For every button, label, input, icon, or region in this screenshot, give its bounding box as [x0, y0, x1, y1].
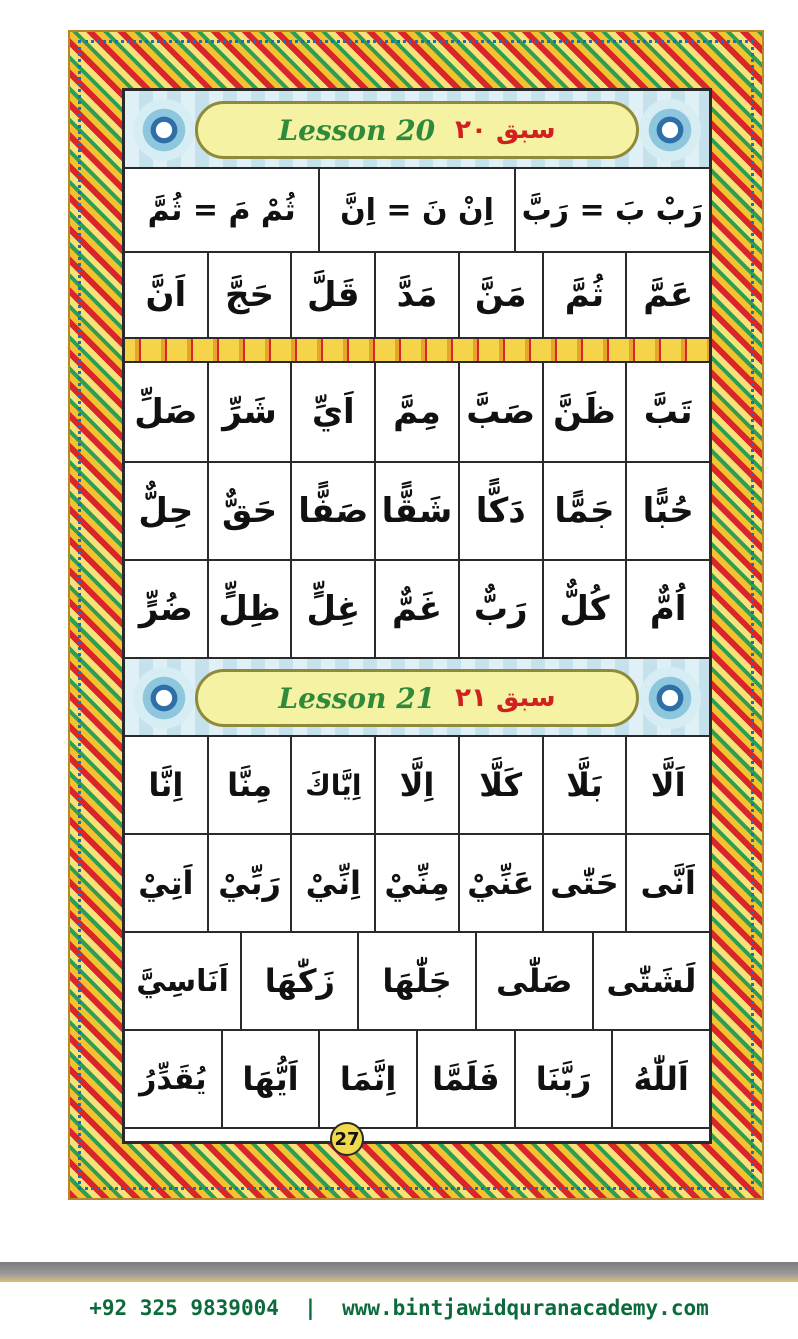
word-cell: اَنَّ — [125, 253, 207, 339]
word-cell: كُلٌّ — [542, 561, 626, 659]
word-cell: كَلَّا — [458, 737, 542, 835]
word-cell: رَبَّنَا — [514, 1031, 612, 1129]
scan-edge-strip — [0, 1262, 798, 1282]
floral-ornament-icon — [133, 667, 195, 729]
word-cell: حُبًّا — [625, 463, 709, 561]
word-cell: صَفًّا — [290, 463, 374, 561]
word-cell: اَنَّى — [625, 835, 709, 933]
word-cell: حِلٌّ — [125, 463, 207, 561]
word-cell: قَلَّ — [290, 253, 374, 339]
word-cell: صَبَّ — [458, 363, 542, 463]
word-cell: غِلٍّ — [290, 561, 374, 659]
word-cell: زَكّٰهَا — [240, 933, 357, 1031]
word-cell: جَمًّا — [542, 463, 626, 561]
lesson-21-title-en: Lesson 21 — [278, 681, 436, 715]
word-cell: ضُرٍّ — [125, 561, 207, 659]
rule-cell: اِنْ نَ = اِنَّ — [318, 169, 513, 253]
word-cell: حَقٌّ — [207, 463, 291, 561]
word-cell: شَقًّا — [374, 463, 458, 561]
lesson-20-word-row-3 — [125, 463, 709, 561]
word-cell: اُمٌّ — [625, 561, 709, 659]
lesson-20-header — [125, 91, 709, 169]
word-cell: اَيُّهَا — [221, 1031, 319, 1129]
floral-ornament-icon — [639, 99, 701, 161]
word-cell: شَرِّ — [207, 363, 291, 463]
word-cell: اِنَّا — [125, 737, 207, 835]
word-cell: تَبَّ — [625, 363, 709, 463]
floral-ornament-icon — [133, 99, 195, 161]
lesson-20-title-pill — [195, 101, 639, 159]
word-cell: صَلِّ — [125, 363, 207, 463]
word-cell: صَلّٰى — [475, 933, 592, 1031]
word-cell: اَيِّ — [290, 363, 374, 463]
rule-cell: ثُمْ مَ = ثُمَّ — [125, 169, 318, 253]
word-cell: جَلّٰهَا — [357, 933, 474, 1031]
word-cell: رَبِّيْ — [207, 835, 291, 933]
lesson-21-header — [125, 659, 709, 737]
word-cell: مِنِّيْ — [374, 835, 458, 933]
ornamental-border — [68, 30, 764, 1200]
floral-ornament-icon — [639, 667, 701, 729]
word-cell: اَتِيْ — [125, 835, 207, 933]
word-cell: يُقَدِّرُ — [125, 1031, 221, 1129]
lesson-21-title-ar: سبق ٢١ — [455, 683, 556, 713]
lesson-21-word-row-4 — [125, 1031, 709, 1129]
word-cell: مَنَّ — [458, 253, 542, 339]
word-cell: مِمَّ — [374, 363, 458, 463]
word-cell: اِلَّا — [374, 737, 458, 835]
ornamental-divider — [125, 339, 709, 363]
word-cell: لَشَتّٰى — [592, 933, 709, 1031]
footer-contact: +92 325 9839004 | www.bintjawidquranacademy.com — [89, 1296, 709, 1320]
word-cell: اِنَّمَا — [318, 1031, 416, 1129]
lesson-21-title-pill — [195, 669, 639, 727]
word-cell: غَمٌّ — [374, 561, 458, 659]
word-cell: اَلَّا — [625, 737, 709, 835]
rule-cell: رَبْ بَ = رَبَّ — [514, 169, 709, 253]
lesson-21-word-row-2 — [125, 835, 709, 933]
lesson-20-title-en: Lesson 20 — [278, 113, 436, 147]
word-cell: عَنِّيْ — [458, 835, 542, 933]
word-cell: اَنَاسِيَّ — [125, 933, 240, 1031]
lesson-20-word-row-4 — [125, 561, 709, 659]
word-cell: دَكًّا — [458, 463, 542, 561]
lesson-20-title-ar: سبق ٢٠ — [455, 115, 556, 145]
word-cell: بَلَّا — [542, 737, 626, 835]
word-cell: ظِلٍّ — [207, 561, 291, 659]
word-cell: ثُمَّ — [542, 253, 626, 339]
word-cell: حَجَّ — [207, 253, 291, 339]
word-cell: ظَنَّ — [542, 363, 626, 463]
lesson-20-word-row-2 — [125, 363, 709, 463]
page-number: 27 — [330, 1122, 364, 1156]
word-cell: حَتّٰى — [542, 835, 626, 933]
page-content — [122, 88, 712, 1144]
word-cell: عَمَّ — [625, 253, 709, 339]
word-cell: رَبٌّ — [458, 561, 542, 659]
word-cell: اِيَّاكَ — [290, 737, 374, 835]
word-cell: مَدَّ — [374, 253, 458, 339]
word-cell: فَلَمَّا — [416, 1031, 514, 1129]
word-cell: اِنِّيْ — [290, 835, 374, 933]
word-cell: اَللّٰهُ — [611, 1031, 709, 1129]
word-cell: مِنَّا — [207, 737, 291, 835]
lesson-21-word-row-1 — [125, 737, 709, 835]
lesson-21-word-row-3 — [125, 933, 709, 1031]
lesson-20-rule-row — [125, 169, 709, 253]
lesson-20-word-row-1 — [125, 253, 709, 339]
